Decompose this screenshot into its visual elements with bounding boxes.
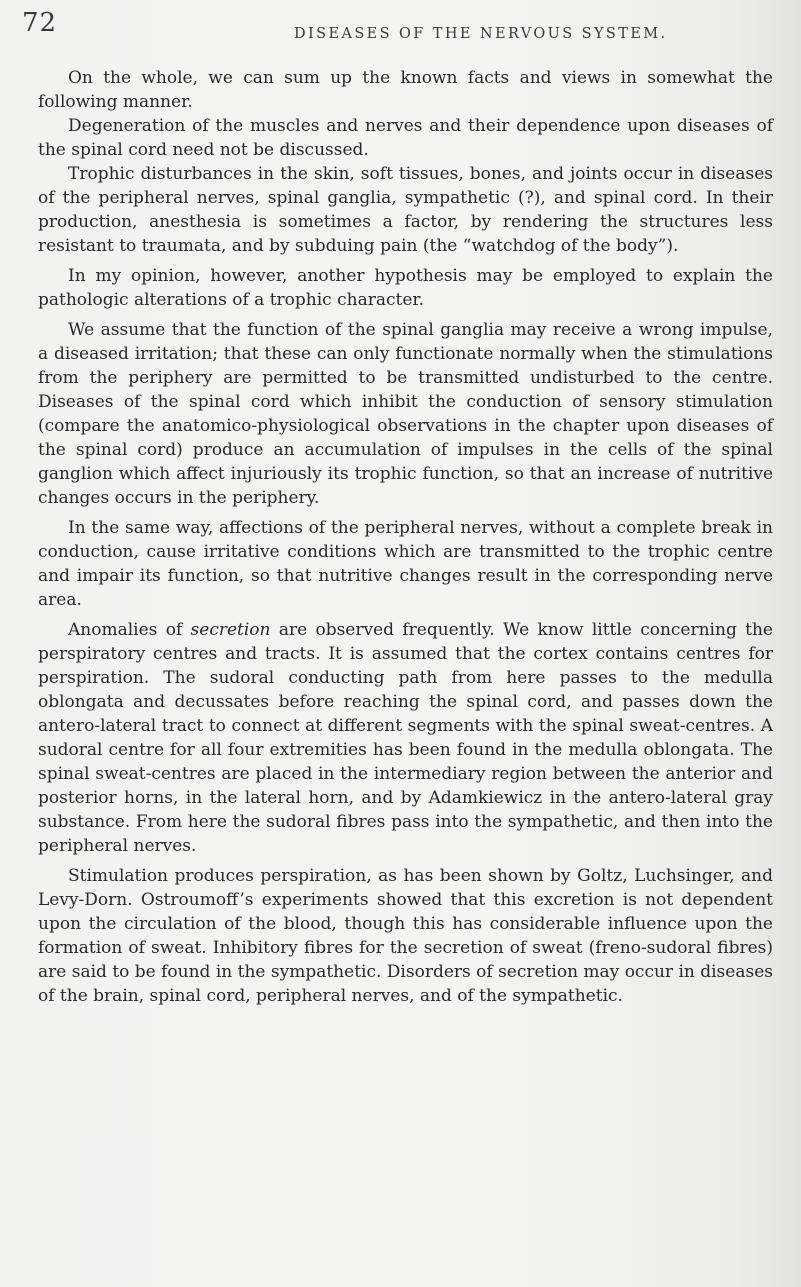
secretion-emphasis: secretion	[190, 620, 271, 640]
paragraph-stimulation: Stimulation produces perspiration, as has been shown by Goltz, Luchsinger, and Levy-Dorn. Ostroumoff’s experiments showed that this excretion is not dependent upon the circulation of the blood, though this has considerable influence upon the formation of sweat. Inhibitory fibres for the secretion of sweat (freno-sudoral fibres) are said to be found in the sympathetic. Disorders of secretion may occur in diseases of the brain, spinal cord, peripheral nerves, and of the sympathetic.	[38, 866, 773, 1006]
paragraph-trophic-disturbances: Trophic disturbances in the skin, soft tissues, bones, and joints occur in diseases of the peripheral nerves, spinal ganglia, sympathetic (?), and spinal cord. In their production, anesthesia is sometimes a factor, by rendering the structures less resistant to traumata, and by subduing pain (the “watchdog of the body”).	[38, 164, 773, 256]
body-text	[38, 66, 773, 1008]
page-number: 72	[22, 8, 58, 38]
running-head: DISEASES OF THE NERVOUS SYSTEM.	[294, 26, 668, 42]
paragraph-secretion	[38, 618, 773, 858]
secretion-text-after: are observed frequently. We know little concerning the perspiratory centres and tracts. It is assumed that the cortex contains centres for perspiration. The sudoral conducting path from here passes to the medulla oblongata and decussates before reaching the spinal cord, and passes down the antero-lateral tract to connect at different segments with the spinal sweat-centres. A sudoral centre for all four extremities has been found in the medulla oblongata. The spinal sweat-centres are placed in the intermediary region between the anterior and posterior horns, in the lateral horn, and by Adamkiewicz in the antero-lateral gray substance. From here the sudoral fibres pass into the sympathetic, and then into the peripheral nerves.	[38, 620, 773, 856]
paragraph-degeneration: Degeneration of the muscles and nerves and their dependence upon diseases of the spinal cord need not be discussed.	[38, 116, 773, 160]
paragraph-summary: On the whole, we can sum up the known facts and views in somewhat the following manner.	[38, 68, 773, 112]
paragraph-hypothesis: In my opinion, however, another hypothesis may be employed to explain the pathologic alterations of a trophic character.	[38, 266, 773, 310]
page-header	[22, 8, 782, 48]
paragraph-spinal-ganglia: We assume that the function of the spinal ganglia may receive a wrong impulse, a diseased irritation; that these can only functionate normally when the stimulations from the periphery are permitted to be transmitted undisturbed to the centre. Diseases of the spinal cord which inhibit the conduction of sensory stimulation (compare the anatomico-physiological observations in the chapter upon diseases of the spinal cord) produce an accumulation of impulses in the cells of the spinal ganglion which affect injuriously its trophic function, so that an increase of nutritive changes occurs in the periphery.	[38, 320, 773, 508]
secretion-text-before: Anomalies of	[68, 620, 191, 640]
paragraph-peripheral-nerves: In the same way, affections of the peripheral nerves, without a complete break in conduction, cause irritative conditions which are transmitted to the trophic centre and impair its function, so that nutritive changes result in the corresponding nerve area.	[38, 518, 773, 610]
